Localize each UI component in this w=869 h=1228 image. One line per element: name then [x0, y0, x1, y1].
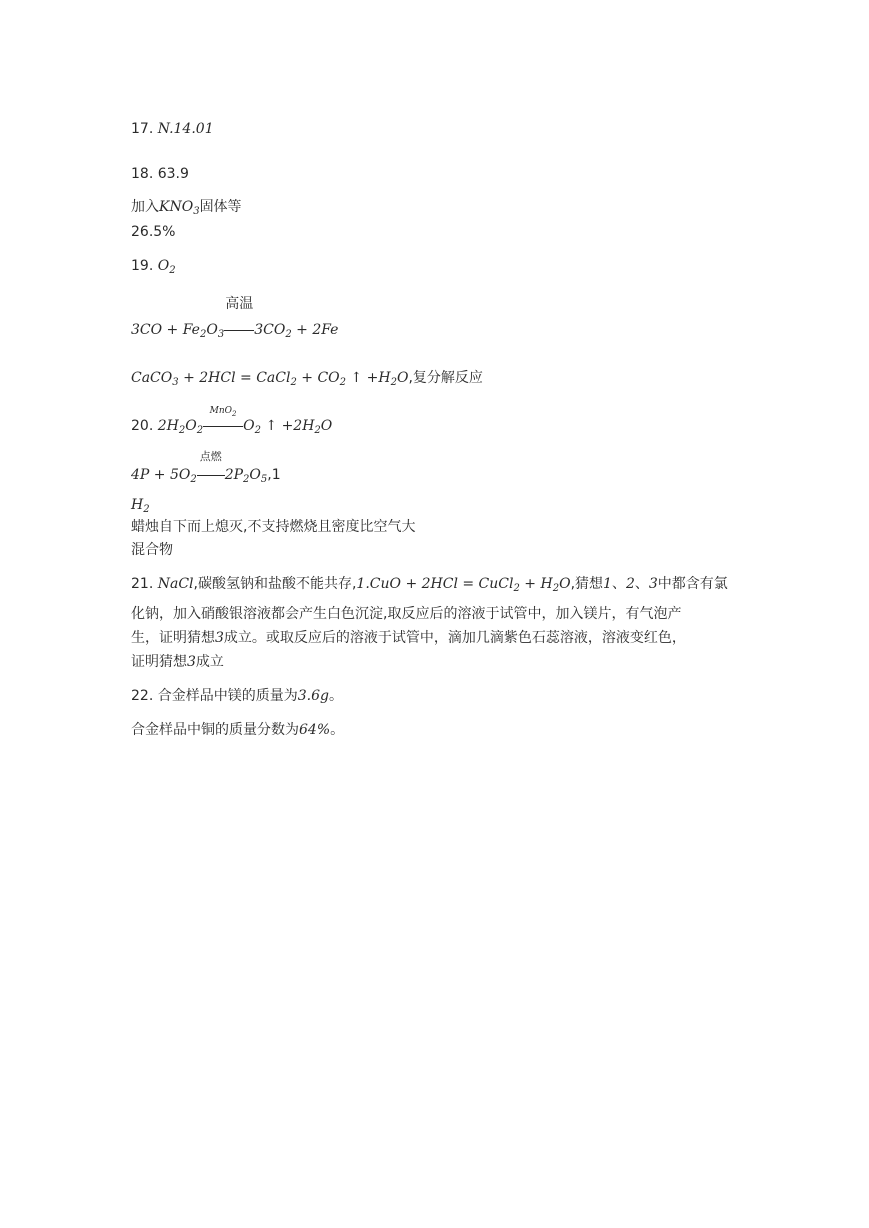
eq-part: O [559, 576, 571, 592]
q22-line-2 [131, 720, 344, 740]
q17-answer: N.14.01 [157, 121, 214, 137]
q21-salt: NaCl [157, 576, 194, 592]
reaction-ignite-arrow [197, 450, 225, 485]
q20-number: 20. [131, 418, 154, 434]
eq-part: 2H [157, 418, 179, 434]
arrow-bar [224, 330, 254, 331]
text-part: 1. [356, 576, 370, 592]
q21-line-3 [131, 628, 686, 648]
eq-part: 3CO + Fe [131, 322, 200, 338]
eq-part: 3CO [254, 322, 286, 338]
eq-sub: 3 [172, 377, 179, 388]
eq-part: 4P + 5O [131, 467, 191, 483]
eq-part: + 2HCl = CaCl [178, 370, 291, 386]
q22-fraction-value: 64% [299, 722, 331, 738]
q18-method-post: 固体等 [199, 199, 242, 215]
eq-part: CaCO [131, 370, 173, 386]
q18-percent: 26.5% [131, 224, 176, 240]
q22-number: 22. [131, 688, 154, 704]
q17-number: 17. [131, 121, 154, 137]
text-part: ,猜想 [570, 576, 604, 592]
condition-label: 高温 [225, 296, 254, 312]
text-part: 合金样品中铜的质量分数为 [131, 722, 299, 738]
q22-line-1 [131, 686, 343, 706]
eq-sub: 2 [314, 425, 321, 436]
q20-gas-text: H [131, 497, 144, 513]
text-part: 证明猜想 [131, 654, 187, 670]
eq-part: 2P [224, 467, 244, 483]
text-part: 。 [330, 722, 345, 738]
q20-observation: 蜡烛自下而上熄灭,不支持燃烧且密度比空气大 [131, 519, 416, 535]
q19-line [131, 256, 176, 276]
eq-sub: 2 [285, 329, 292, 340]
eq-sub: 2 [390, 377, 397, 388]
eq-part: O [320, 418, 333, 434]
eq-sub: 5 [260, 474, 268, 485]
q21-line-1 [131, 574, 728, 594]
q19-equation-1 [131, 296, 339, 340]
text-part: 2 [625, 576, 635, 592]
text-part: 中都含有氯 [657, 576, 728, 592]
q18-formula-sub: 3 [193, 206, 200, 217]
eq-suffix: ,1 [267, 467, 281, 483]
q18-answer: 63.9 [157, 166, 189, 182]
q22-mass-unit: g [319, 688, 329, 704]
text-part: 1 [603, 576, 612, 592]
text-part: 、 [611, 576, 626, 592]
text-part: 3 [215, 630, 224, 646]
eq-part: + H [519, 576, 553, 592]
condition-label: 点燃 [199, 450, 222, 463]
eq-sub: 2 [190, 474, 197, 485]
catalyst-sub: 2 [232, 410, 237, 418]
reaction-condition-arrow [224, 296, 254, 340]
q19-number: 19. [131, 258, 154, 274]
q19-gas-sub: 2 [169, 265, 176, 276]
q21-line-2: 化钠，加入硝酸银溶液都会产生白色沉淀,取反应后的溶液于试管中，加入镁片，有气泡产 [131, 606, 682, 622]
arrow-bar [203, 426, 243, 427]
eq-sub: 2 [199, 329, 207, 340]
eq-sub: 2 [552, 583, 560, 594]
eq-sub: 2 [290, 377, 297, 388]
eq-part: O [396, 370, 409, 386]
text-part: 生，证明猜想 [131, 630, 215, 646]
q19-gas: O [157, 258, 170, 274]
text-part: 3 [187, 654, 196, 670]
q18-method [131, 197, 242, 217]
eq-sub: 2 [178, 425, 186, 436]
eq-sub: 3 [217, 329, 225, 340]
catalyst-label [210, 401, 237, 421]
eq-sub: 2 [196, 425, 204, 436]
q20-type: 混合物 [131, 542, 173, 558]
text-part: 。 [328, 688, 343, 704]
catalyst-text: MnO [209, 406, 233, 416]
text-part: 成立 [195, 654, 224, 670]
text-part: 成立。或取反应后的溶液于试管中，滴加几滴紫色石蕊溶液，溶液变红色， [223, 630, 686, 646]
q22-mass-value: 3.6 [297, 688, 320, 704]
eq-sub: 2 [254, 425, 261, 436]
q21-line-4 [131, 652, 224, 672]
eq-part: O [185, 418, 197, 434]
q17-line [131, 119, 214, 139]
reaction-type: ,复分解反应 [408, 370, 483, 386]
eq-sub: 2 [513, 583, 520, 594]
text-part: ,碳酸氢钠和盐酸不能共存, [193, 576, 357, 592]
eq-part: O [243, 418, 255, 434]
q18-number: 18. [131, 166, 154, 182]
eq-sub: 2 [243, 474, 250, 485]
eq-part: + CO [296, 370, 340, 386]
q18-line [131, 164, 189, 184]
arrow-bar [197, 475, 225, 476]
q20-gas-sub: 2 [143, 504, 150, 515]
eq-part: ↑ +2H [260, 418, 315, 434]
q21-number: 21. [131, 576, 154, 592]
eq-part: O [249, 467, 261, 483]
q18-method-pre: 加入 [131, 199, 159, 215]
eq-part: ↑ +H [346, 370, 391, 386]
q19-equation-2 [131, 368, 483, 388]
text-part: 、 [634, 576, 649, 592]
eq-part: CuO + 2HCl = CuCl [369, 576, 514, 592]
q18-formula: KNO [159, 199, 194, 215]
reaction-catalyst-arrow [203, 406, 243, 436]
eq-part: + 2Fe [291, 322, 339, 338]
q20-equation-1 [131, 406, 333, 436]
q20-gas [131, 495, 150, 515]
text-part: 合金样品中镁的质量为 [157, 688, 298, 704]
eq-sub: 2 [339, 377, 347, 388]
eq-part: O [206, 322, 218, 338]
q20-equation-2 [131, 450, 281, 485]
text-part: 3 [648, 576, 658, 592]
